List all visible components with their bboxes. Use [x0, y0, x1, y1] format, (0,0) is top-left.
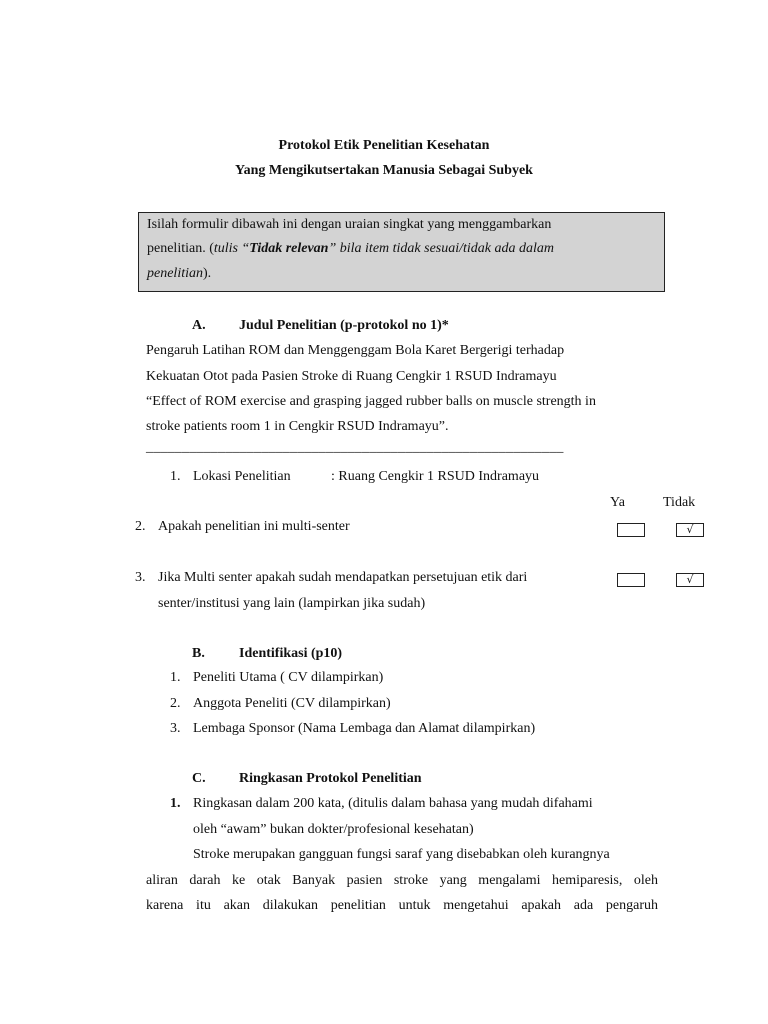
- question-3-ya-checkbox[interactable]: [617, 573, 645, 587]
- summary-num: 1.: [170, 796, 181, 811]
- instruction-italic: penelitian: [147, 266, 203, 281]
- research-title-id-1: Pengaruh Latihan ROM dan Menggenggam Bola Karet Bergerigi terhadap: [146, 343, 565, 358]
- identification-num: 1.: [170, 670, 181, 685]
- section-a-heading: Judul Penelitian (p-protokol no 1)*: [239, 318, 449, 333]
- column-ya: Ya: [610, 495, 625, 510]
- question-2-ya-checkbox[interactable]: [617, 523, 645, 537]
- summary-instruction-2: oleh “awam” bukan dokter/profesional kesehatan): [193, 822, 474, 837]
- summary-paragraph-line-2: aliran darah ke otak Banyak pasien stroke yang mengalami hemiparesis, oleh: [146, 873, 658, 888]
- instruction-text: ).: [203, 266, 212, 281]
- instruction-text: penelitian. (: [147, 241, 214, 256]
- question-2-num: 2.: [135, 519, 146, 534]
- identification-item: Anggota Peneliti (CV dilampirkan): [193, 696, 391, 711]
- identification-num: 3.: [170, 721, 181, 736]
- identification-item: Peneliti Utama ( CV dilampirkan): [193, 670, 384, 685]
- section-a-letter: A.: [192, 318, 206, 333]
- section-b-heading: Identifikasi (p10): [239, 646, 343, 661]
- instruction-line-3: [147, 266, 211, 282]
- instruction-line-2: [147, 241, 554, 257]
- document-subtitle: Yang Mengikutsertakan Manusia Sebagai Subyek: [235, 163, 533, 178]
- separator-line: __________________________________________________________: [146, 440, 564, 455]
- section-c-heading: Ringkasan Protokol Penelitian: [239, 771, 422, 786]
- location-num: 1.: [170, 469, 181, 484]
- document-title: Protokol Etik Penelitian Kesehatan: [278, 138, 490, 153]
- section-b-letter: B.: [192, 646, 205, 661]
- identification-item: Lembaga Sponsor (Nama Lembaga dan Alamat dilampirkan): [193, 721, 536, 736]
- question-3-num: 3.: [135, 570, 146, 585]
- instruction-box: [138, 212, 665, 292]
- instruction-line-1: Isilah formulir dibawah ini dengan uraian singkat yang menggambarkan: [147, 217, 552, 232]
- location-value: : Ruang Cengkir 1 RSUD Indramayu: [331, 469, 540, 484]
- research-title-en-2: stroke patients room 1 in Cengkir RSUD Indramayu”.: [146, 419, 449, 434]
- section-c-letter: C.: [192, 771, 206, 786]
- question-2-text: Apakah penelitian ini multi-senter: [158, 519, 350, 534]
- question-3-tidak-checkbox[interactable]: √: [676, 573, 704, 587]
- research-title-id-2: Kekuatan Otot pada Pasien Stroke di Ruang Cengkir 1 RSUD Indramayu: [146, 369, 557, 384]
- summary-paragraph-line-3: karena itu akan dilakukan penelitian untuk mengetahui apakah ada pengaruh: [146, 898, 658, 913]
- instruction-italic: ” bila item tidak sesuai/tidak ada dalam: [328, 241, 555, 256]
- question-2-tidak-checkbox[interactable]: √: [676, 523, 704, 537]
- research-title-en-1: “Effect of ROM exercise and grasping jagged rubber balls on muscle strength in: [146, 394, 596, 409]
- column-tidak: Tidak: [663, 495, 696, 510]
- instruction-bold: Tidak relevan: [249, 241, 329, 256]
- summary-instruction-1: Ringkasan dalam 200 kata, (ditulis dalam bahasa yang mudah difahami: [193, 796, 593, 811]
- question-3-text-1: Jika Multi senter apakah sudah mendapatkan persetujuan etik dari: [158, 570, 528, 585]
- identification-num: 2.: [170, 696, 181, 711]
- summary-paragraph-line-1: Stroke merupakan gangguan fungsi saraf yang disebabkan oleh kurangnya: [193, 847, 610, 862]
- location-label: Lokasi Penelitian: [193, 469, 291, 484]
- question-3-text-2: senter/institusi yang lain (lampirkan jika sudah): [158, 596, 426, 611]
- instruction-italic: tulis “: [213, 241, 250, 256]
